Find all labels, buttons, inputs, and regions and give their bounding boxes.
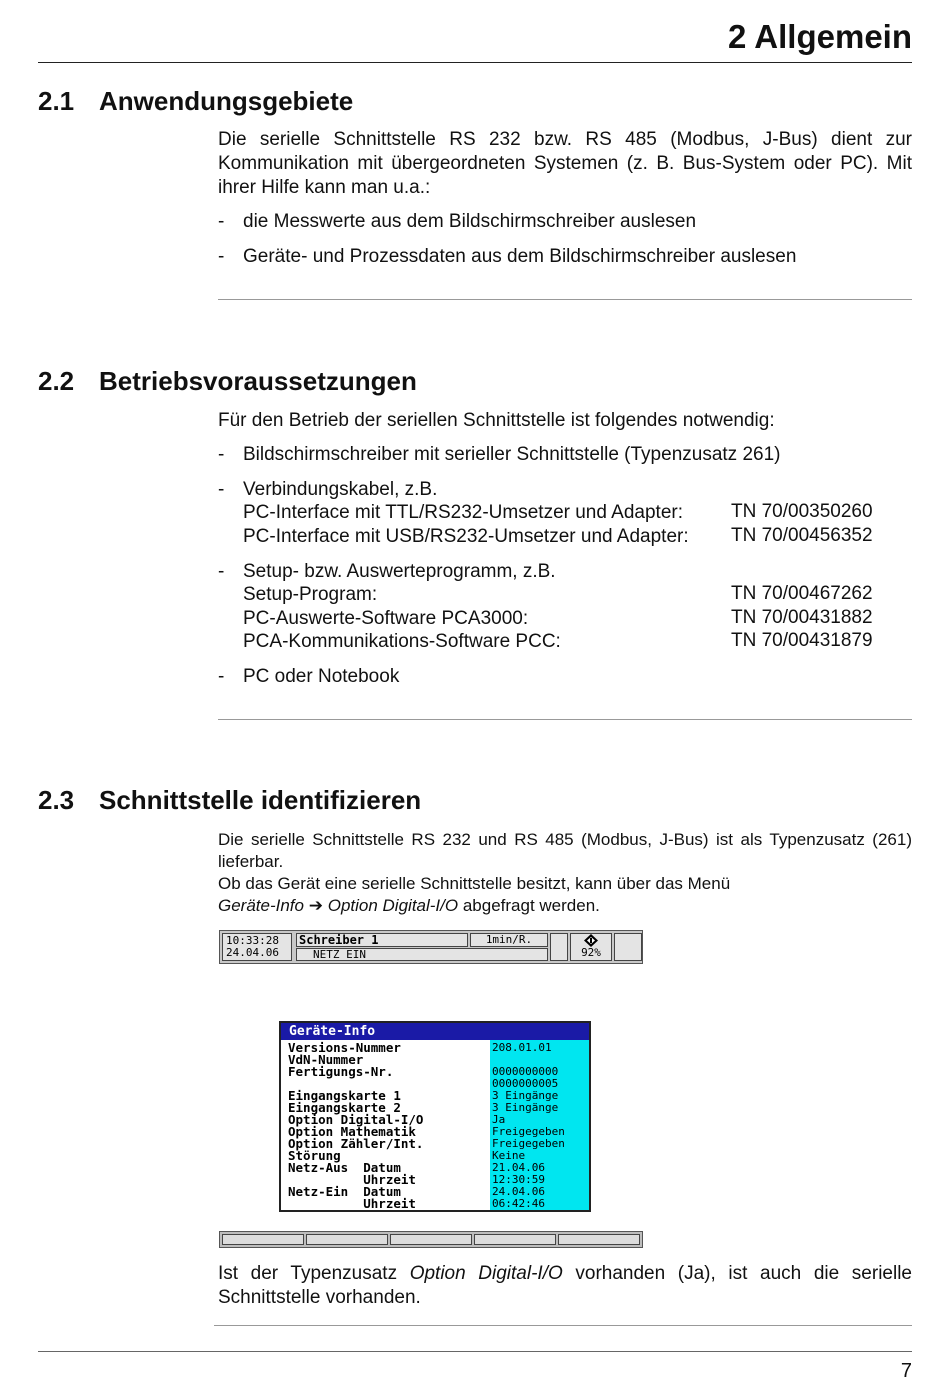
info-label: Fertigungs-Nr. [288, 1064, 394, 1079]
info-value: 3 Eingänge [492, 1089, 559, 1102]
info-label: Uhrzeit [288, 1172, 416, 1187]
date-value: 24.04.06 [226, 946, 279, 959]
chapter-title: 2 Allgemein [728, 18, 912, 55]
info-value: 24.04.06 [492, 1185, 545, 1198]
chart-speed: 1min/R. [470, 933, 548, 947]
list-subrow-label: PCA-Kommunikations-Software PCC: [243, 631, 561, 652]
list-subrow-label: Setup-Program: [243, 584, 378, 605]
softkey-5[interactable] [558, 1234, 640, 1245]
info-value: Ja [492, 1113, 506, 1126]
list-subrow-label: PC-Interface mit USB/RS232-Umsetzer und Adapter: [243, 526, 689, 547]
info-label: Eingangskarte 2 [288, 1100, 401, 1115]
list-dash: - [218, 666, 225, 687]
closing-paragraph [218, 1262, 912, 1310]
info-label: Störung [288, 1148, 341, 1163]
info-value: 0000000005 [492, 1077, 559, 1090]
blank-field [614, 933, 642, 961]
memory-usage: 92% [581, 946, 601, 959]
info-label: VdN-Nummer [288, 1052, 364, 1067]
info-value: Keine [492, 1149, 526, 1162]
event-text: NETZ EIN [296, 948, 548, 961]
info-value: Freigegeben [492, 1137, 565, 1150]
section-intro: Für den Betrieb der seriellen Schnittstelle ist folgendes notwendig: [218, 410, 775, 431]
info-label: Uhrzeit [288, 1196, 416, 1211]
info-value: 208.01.01 [492, 1041, 552, 1054]
section-title: Schnittstelle identifizieren [99, 785, 422, 815]
list-dash: - [218, 211, 225, 232]
info-value: 12:30:59 [492, 1173, 545, 1186]
arrow-icon: ➔ [308, 896, 323, 915]
clock-display [222, 933, 292, 961]
menu-path [218, 895, 912, 917]
list-subrow-label: PC-Auswerte-Software PCA3000: [243, 608, 529, 629]
recorder-name: Schreiber 1 [296, 933, 468, 947]
info-label: Netz-Ein Datum [288, 1184, 401, 1199]
page-number: 7 [900, 1360, 912, 1382]
list-subrow-label: PC-Interface mit TTL/RS232-Umsetzer und Adapter: [243, 502, 683, 523]
list-item-text: PC oder Notebook [243, 666, 400, 687]
section-intro: Die serielle Schnittstelle RS 232 bzw. RS 485 (Modbus, J-Bus) dient zur Kommunikation mit übergeordneten Systemen (z. B. Bus-System oder PC). Mit ihrer Hilfe kann man u.a.: [218, 129, 912, 198]
info-value: Freigegeben [492, 1125, 565, 1138]
list-item-text: Setup- bzw. Auswerteprogramm, z.B. [243, 561, 556, 582]
menu-path-tail: abgefragt werden. [458, 896, 600, 915]
panel-title: Geräte-Info [281, 1023, 589, 1040]
section-number: 2.2 [38, 366, 75, 396]
section-paragraph: Die serielle Schnittstelle RS 232 und RS 485 (Modbus, J-Bus) ist als Typenzusatz (261) lieferbar. [218, 830, 912, 871]
part-number: TN 70/00350260 [731, 501, 873, 522]
list-item-text: Geräte- und Prozessdaten aus dem Bildschirmschreiber auslesen [243, 246, 797, 267]
header-rule [38, 62, 912, 63]
list-item-text: die Messwerte aus dem Bildschirmschreiber auslesen [243, 211, 697, 232]
closing-text: Ist der Typenzusatz [218, 1263, 410, 1284]
info-value: 21.04.06 [492, 1161, 545, 1174]
info-label: Versions-Nummer [288, 1040, 401, 1055]
softkey-4[interactable] [474, 1234, 556, 1245]
menu-path-part: Option Digital-I/O [327, 896, 459, 915]
softkey-2[interactable] [306, 1234, 388, 1245]
info-label: Option Digital-I/O [288, 1112, 424, 1127]
device-status-bar [219, 930, 643, 964]
section-title: Anwendungsgebiete [99, 86, 354, 116]
list-dash: - [218, 561, 225, 582]
list-dash: - [218, 479, 225, 500]
section-paragraph: Ob das Gerät eine serielle Schnittstelle besitzt, kann über das Menü [218, 874, 731, 893]
menu-path-part: Geräte-Info [218, 896, 304, 915]
info-value: 3 Eingänge [492, 1101, 559, 1114]
info-label: Netz-Aus Datum [288, 1160, 401, 1175]
softkey-bar [219, 1231, 643, 1248]
section-number: 2.1 [38, 86, 75, 116]
section-divider [218, 719, 912, 720]
softkey-1[interactable] [222, 1234, 304, 1245]
memory-indicator [570, 933, 612, 961]
section-number: 2.3 [38, 785, 75, 815]
section-divider [214, 1325, 912, 1326]
softkey-3[interactable] [390, 1234, 472, 1245]
device-info-panel [279, 1021, 591, 1212]
list-item-text: Bildschirmschreiber mit serieller Schnittstelle (Typenzusatz 261) [243, 444, 781, 465]
part-number: TN 70/00431882 [731, 607, 873, 628]
blank-field [550, 933, 568, 961]
part-number: TN 70/00431879 [731, 630, 873, 651]
footer-rule [38, 1351, 912, 1352]
section-divider [218, 299, 912, 300]
part-number: TN 70/00456352 [731, 525, 873, 546]
info-value: 06:42:46 [492, 1197, 545, 1210]
list-item-text: Verbindungskabel, z.B. [243, 479, 438, 500]
list-dash: - [218, 246, 225, 267]
info-value: 0000000000 [492, 1065, 559, 1078]
section-title: Betriebsvoraussetzungen [99, 366, 417, 396]
part-number: TN 70/00467262 [731, 583, 873, 604]
list-dash: - [218, 444, 225, 465]
closing-text: vorhanden (Ja), ist auch die serielle Schnittstelle vorhanden. [218, 1263, 912, 1308]
info-label: Option Mathematik [288, 1124, 416, 1139]
info-label: Option Zähler/Int. [288, 1136, 424, 1151]
info-label: Eingangskarte 1 [288, 1088, 401, 1103]
time-value: 10:33:28 [226, 934, 279, 947]
closing-emphasis: Option Digital-I/O [409, 1263, 563, 1284]
